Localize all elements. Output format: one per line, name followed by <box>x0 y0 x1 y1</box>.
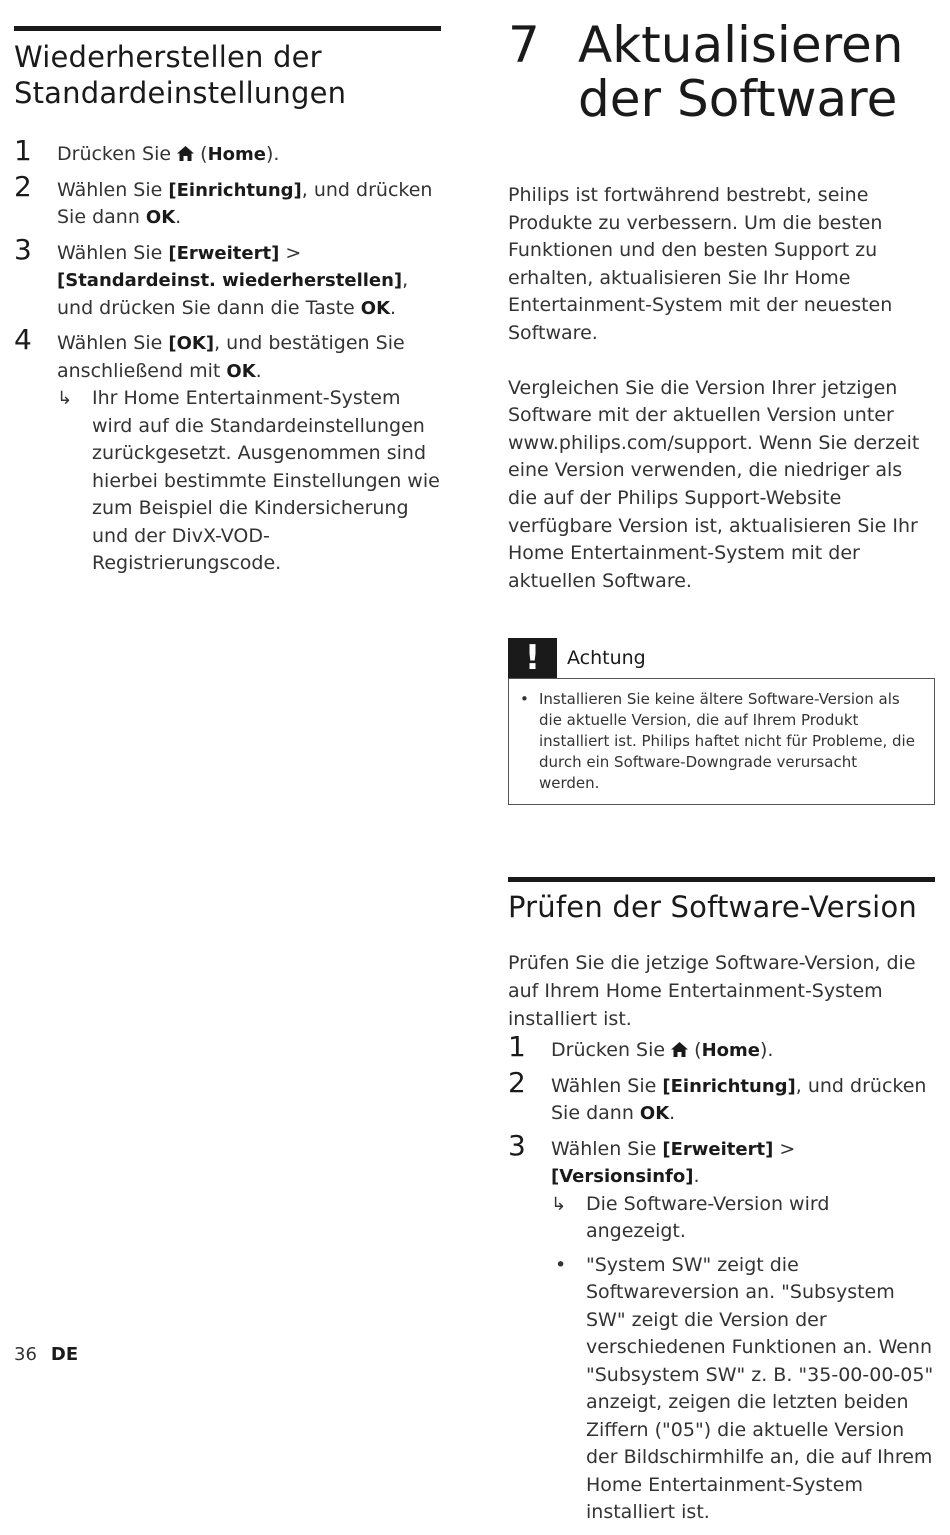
language-code: DE <box>50 1344 79 1365</box>
home-icon <box>671 1038 688 1052</box>
step-number: 4 <box>14 323 32 356</box>
step-result: ↳ Die Software-Version wird angezeigt. <box>551 1192 830 1243</box>
step-number: 2 <box>14 169 32 203</box>
section-rule <box>508 877 935 882</box>
ui-label: [Versionsinfo] <box>551 1166 694 1188</box>
section-rule <box>14 26 441 31</box>
section-heading-check-version: Prüfen der Software-Version <box>508 890 917 925</box>
version-note: • "System SW" zeigt die Softwareversion an. "Subsystem SW" zeigt die Version der verschiedenen Funktionen an. Wenn "Subsystem SW" z. B. "35-00-00-05" anzeigt, zeigen die letzten beiden Ziffern ("05") die aktuelle Version der Bildschirmhilfe an, die auf Ihrem Home Entertainment-System installiert ist. <box>555 1253 934 1524</box>
ui-label: OK <box>145 207 176 228</box>
step-3: 3 Wählen Sie [Erweitert] > [Standardeinst. wiederherstellen], und drücken Sie dann die Taste OK. <box>14 232 409 319</box>
chapter-title: Aktualisieren der Software <box>578 16 904 128</box>
step-number: 2 <box>508 1065 526 1099</box>
step-3: 3 Wählen Sie [Erweitert] > [Versionsinfo]. ↳ Die Software-Version wird angezeigt. • "System SW" zeigt die Softwareversion an. "Subsystem SW" zeigt die Version der verschiedenen Funktionen an. Wenn "Subsystem SW" z. B. "35-00-00-05" anzeigt, zeigen die letzten beiden Ziffern ("05") die aktuelle Version der Bildschirmhilfe an, die auf Ihrem Home Entertainment-System installiert ist. <box>508 1136 935 1527</box>
step-result: ↳ Ihr Home Entertainment-System wird auf die Standardeinstellungen zurückgesetzt. Ausgenommen sind hierbei bestimmte Einstellungen wie zum Beispiel die Kindersicherung und der DivX-VOD-Registrierungscode. <box>57 387 440 574</box>
result-arrow-icon: ↳ <box>57 388 73 409</box>
check-version-steps <box>508 1030 935 1527</box>
reset-steps <box>14 134 441 578</box>
right-column <box>508 18 935 1535</box>
intro-paragraph: Philips ist fortwährend bestrebt, seine Produkte zu verbessern. Um die besten Funktionen und den besten Support zu erhalten, aktualisieren Sie Ihr Home Entertainment-System mit der neuesten Software. <box>508 184 893 344</box>
step-2: 2 Wählen Sie [Einrichtung], und drücken Sie dann OK. <box>508 1065 927 1125</box>
home-icon <box>177 142 194 156</box>
section-heading-reset: Wiederherstellen der Standardeinstellungen <box>14 40 347 110</box>
page-number: 36 <box>14 1344 37 1365</box>
ui-label: OK <box>360 297 391 319</box>
ui-label: [OK] <box>168 333 215 354</box>
bullet-icon: • <box>520 690 529 709</box>
warning-icon: ! <box>508 638 557 678</box>
step-1: 1 Drücken Sie (Home). <box>14 134 280 167</box>
ui-label: OK <box>226 360 256 382</box>
bullet-icon: • <box>555 1253 567 1276</box>
step-number: 3 <box>508 1128 526 1162</box>
chapter-number: 7 <box>508 16 540 74</box>
step-number: 1 <box>14 134 32 167</box>
step-1: 1 Drücken Sie (Home). <box>508 1030 774 1064</box>
ui-label: Home <box>701 1040 760 1062</box>
caution-notice <box>508 638 935 805</box>
ui-label: Home <box>207 144 266 165</box>
page-footer <box>14 1344 78 1365</box>
left-column <box>14 26 441 586</box>
ui-label: [Standardeinst. wiederherstellen] <box>57 270 403 291</box>
step-2: 2 Wählen Sie [Einrichtung], und drücken Sie dann OK. <box>14 169 433 228</box>
ui-label: [Einrichtung] <box>662 1075 796 1097</box>
check-version-section <box>508 877 935 1526</box>
version-paragraph: Vergleichen Sie die Version Ihrer jetzigen Software mit der aktuellen Version unter www.philips.com/support. Wenn Sie derzeit eine Version verwenden, die niedriger als die auf der Philips Support-Website verfügbare Version ist, aktualisieren Sie Ihr Home Entertainment-System mit der aktuellen Software. <box>508 376 920 592</box>
step-number: 1 <box>508 1030 526 1064</box>
section-intro: Prüfen Sie die jetzige Software-Version, die auf Ihrem Home Entertainment-System installiert ist. <box>508 952 916 1030</box>
step-number: 3 <box>14 232 32 266</box>
result-arrow-icon: ↳ <box>551 1193 567 1215</box>
caution-label: Achtung <box>567 647 646 670</box>
chapter-heading <box>508 18 935 126</box>
ui-label: OK <box>639 1103 670 1125</box>
ui-label: [Erweitert] <box>662 1138 774 1160</box>
step-4: 4 Wählen Sie [OK], und bestätigen Sie anschließend mit OK. ↳ Ihr Home Entertainment-System wird auf die Standardeinstellungen zurückgesetzt. Ausgenommen sind hierbei bestimmte Einstellungen wie zum Beispiel die Kindersicherung und der DivX-VOD-Registrierungscode. <box>14 330 441 578</box>
ui-label: [Erweitert] <box>168 242 280 264</box>
caution-box: • Installieren Sie keine ältere Software-Version als die aktuelle Version, die auf Ihrem Produkt installiert ist. Philips haftet nicht für Probleme, die durch ein Software-Downgrade verursacht werden. <box>508 678 935 805</box>
ui-label: [Einrichtung] <box>168 179 302 201</box>
